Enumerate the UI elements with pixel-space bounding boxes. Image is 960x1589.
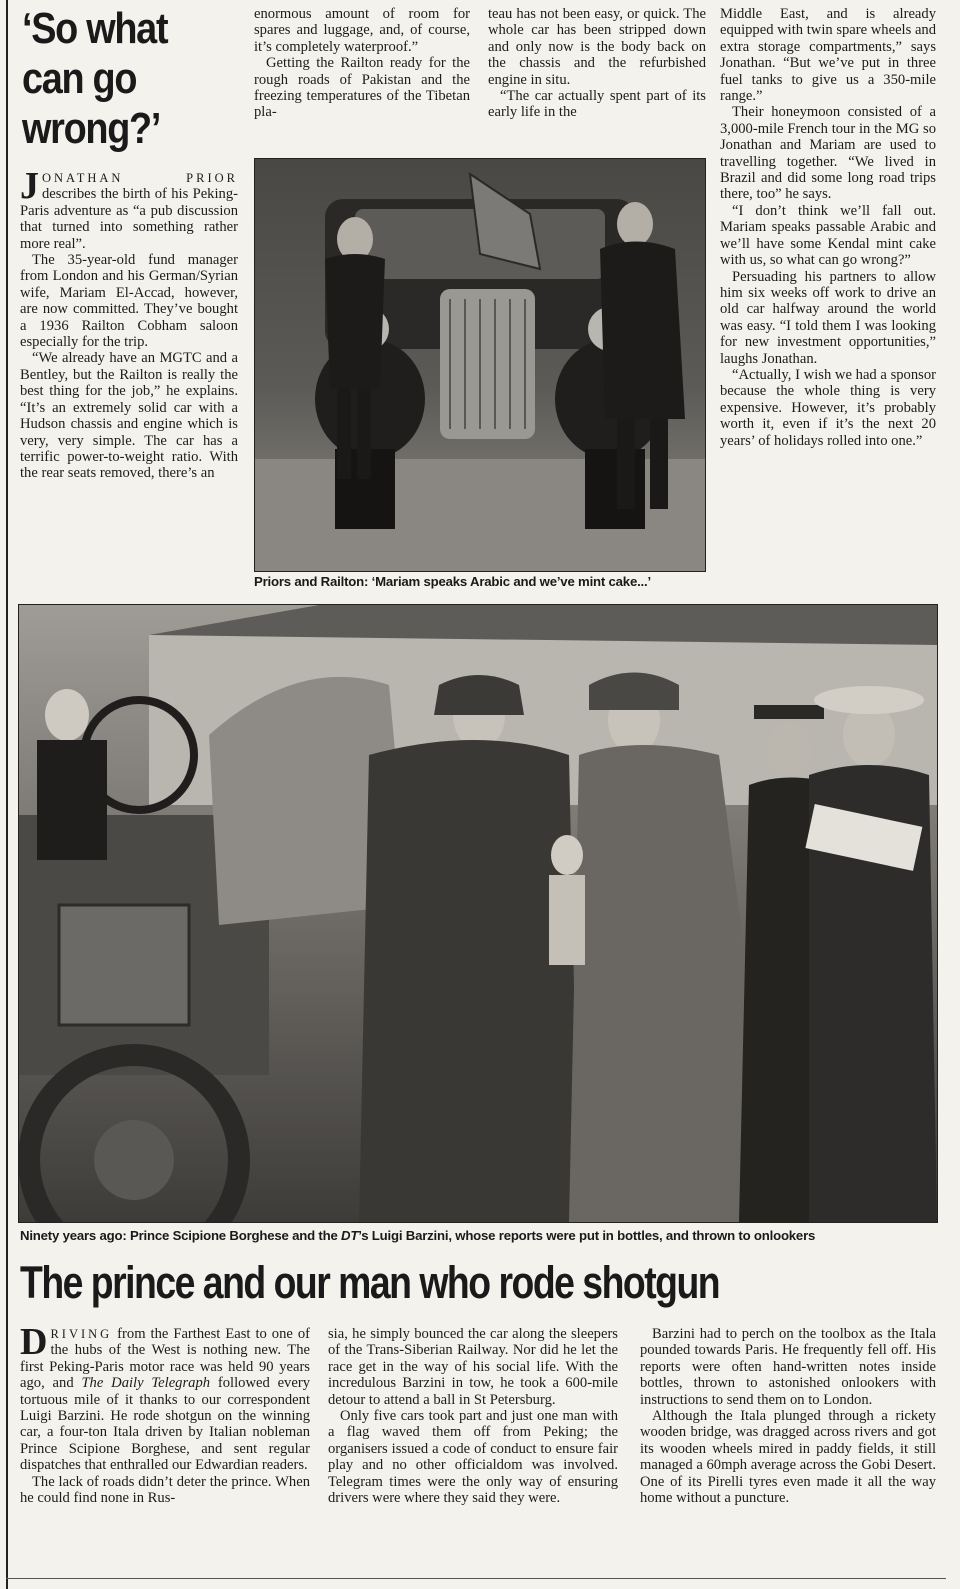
itala-caption-dt: DT: [341, 1228, 359, 1243]
top-col-1: [20, 165, 238, 482]
top-col4-para-1: Middle East, and is already equipped with twin spare wheels and extra storage compartments,” says Jonathan. “But we’ve put in three fuel tanks to give us a 350-mile range.”: [720, 6, 937, 105]
top-col1-para-1-text: describes the birth of his Peking-Paris adventure as “a pub discussion that turned into something rather more real”.: [20, 186, 238, 252]
railton-photo: [254, 158, 706, 572]
bottom-col2-para-1: sia, he simply bounced the car along the sleepers of the Trans-Siberian Railway. Nor did he let the race get in the way of his social life. With the incredulous Barzini in tow, he took a 600-mile detour to attend a ball in St Petersburg.: [328, 1326, 618, 1408]
top-col-4: [720, 6, 936, 449]
top-col1-para-1: [20, 165, 238, 252]
itala-photo-illustration: [19, 605, 937, 1222]
bottom-rule: [6, 1578, 946, 1579]
top-col1-para-3: “We already have an MGTC and a Bentley, but the Railton is really the best thing for the job,” he explains. “It’s an extremely solid car with a Hudson chassis and engine which is very, very simple. The car has a terrific power-to-weight ratio. With the rear seats removed, there’s an: [20, 350, 238, 482]
top-col1-para-2: The 35-year-old fund manager from London and his German/Syrian wife, Mariam El-Accad, however, are now committed. They’ve bought a 1936 Railton Cobham saloon especially for the trip.: [20, 252, 238, 351]
left-border-rule: [6, 0, 8, 1589]
drop-cap-d: D: [20, 1321, 48, 1363]
bottom-col3-para-2: Although the Itala plunged through a rickety wooden bridge, was dragged across rivers and got its wooden wheels mired in paddy fields, it still managed a 60mph average across the Gobi Desert. One of its Pirelli tyres even made it all the way home without a puncture.: [640, 1408, 936, 1507]
itala-photo: [18, 604, 938, 1223]
bottom-col1-text-b: followed every tortuous mile of it thanks to our correspondent Luigi Barzini. He rode shotgun on the winning car, a four-ton Itala driven by Italian nobleman Prince Scipione Borghese, and sent regular dispatches that enthralled our Edwardian readers.: [20, 1375, 310, 1474]
railton-photo-illustration: [255, 159, 705, 571]
top-col4-para-5: “Actually, I wish we had a sponsor because the whole thing is very expensive. However, it’s probably worth it, even if it’s the next 20 years’ of holidays rolled into one.”: [720, 366, 936, 449]
bottom-headline: The prince and our man who rode shotgun: [20, 1257, 720, 1308]
lead-caps-driving: RIVING: [50, 1327, 113, 1341]
top-col4-para-4: Persuading his partners to allow him six weeks off work to drive an old car halfway around the world was easy. “I told them I was looking for new investment opportunities,” laughs Jonathan.: [720, 268, 936, 367]
top-col-2: [254, 6, 470, 121]
itala-caption-part-2: ’s Luigi Barzini, whose reports were put in bottles, and thrown to onlookers: [358, 1228, 816, 1243]
bottom-col3-para-1: Barzini had to perch on the toolbox as the Itala pounded towards Paris. He frequently fell off. His reports were often hand-written notes inside bottles, thrown to astonished onlookers with instructions to send them on to London.: [640, 1326, 936, 1408]
top-col3-para-2: “The car actually spent part of its early life in the: [488, 88, 706, 121]
bottom-col1-text-a: from the Farthest East to one of the hubs of the West is nothing new. The first Peking-Paris motor race was held 90 years ago, and: [20, 1326, 310, 1392]
top-col2-para-2: Getting the Railton ready for the rough roads of Pakistan and the freezing temperatures of the Tibetan pla-: [254, 55, 470, 121]
top-col2-para-1: enormous amount of room for spares and luggage, and, of course, it’s completely waterproof.”: [254, 6, 470, 55]
itala-caption-part-1: Ninety years ago: Prince Scipione Borghese and the: [20, 1228, 342, 1243]
drop-cap: J: [20, 165, 39, 207]
bottom-col1-para-2: The lack of roads didn’t deter the prince. When he could find none in Rus-: [20, 1473, 310, 1507]
bottom-col-2: [328, 1326, 618, 1506]
top-headline: ‘So what can go wrong?’: [22, 4, 168, 153]
bottom-col1-para-1: [20, 1321, 310, 1474]
bottom-col2-para-2: Only five cars took part and just one man with a flag waved them off from Peking; the organisers issued a code of conduct to ensure fair play and no other officialdom was involved. Telegram times were the only way of ensuring drivers were where they said they were.: [328, 1408, 618, 1507]
byline-caps: ONATHAN PRIOR: [42, 171, 238, 185]
railton-photo-caption: Priors and Railton: ‘Mariam speaks Arabic and we’ve mint cake...’: [254, 574, 651, 589]
bottom-col-1: [20, 1321, 310, 1507]
itala-photo-caption: [20, 1228, 815, 1243]
top-col4-para-2: Their honeymoon consisted of a 3,000-mile French tour in the MG so Jonathan and Mariam are used to travelling together. “We lived in Brazil and did some long road trips there, too” he says.: [720, 104, 936, 203]
publication-name: The Daily Telegraph: [81, 1375, 211, 1392]
top-col3-para-1: teau has not been easy, or quick. The whole car has been stripped down and only now is the body back on the chassis and the refurbished engine in situ.: [488, 6, 706, 88]
bottom-col-3: [640, 1326, 936, 1506]
top-col4-para-3: “I don’t think we’ll fall out. Mariam speaks passable Arabic and we’ll have some Kendal mint cake with us, so what can go wrong?”: [720, 202, 936, 269]
top-col-3: [488, 6, 706, 121]
